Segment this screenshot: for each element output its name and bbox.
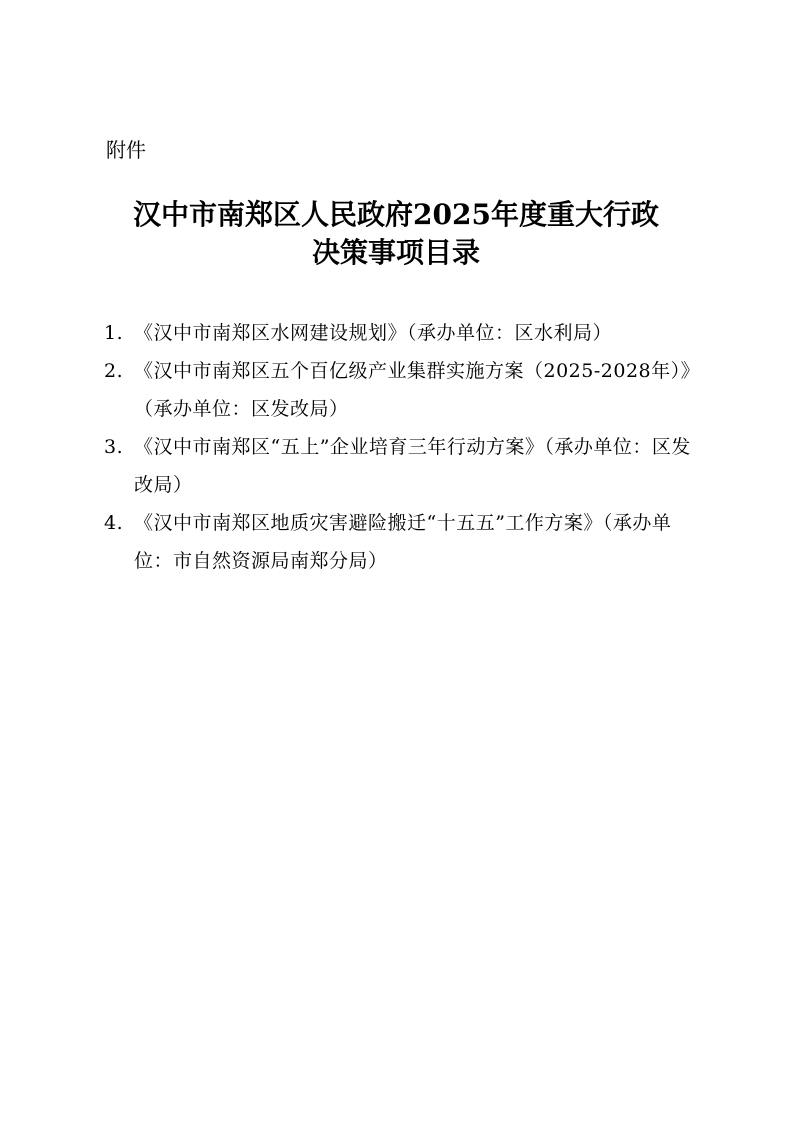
- item-text: 《汉中市南郑区“五上”企业培育三年行动方案》（承办单位：区发改局）: [134, 436, 691, 496]
- item-number: 4.: [104, 512, 124, 534]
- item-text: 《汉中市南郑区五个百亿级产业集群实施方案（2025-2028年）》（承办单位：区发改局）: [134, 360, 701, 420]
- title-line-2: 决策事项目录: [311, 236, 480, 269]
- document-title: [0, 196, 792, 272]
- item-number: 2.: [104, 360, 124, 382]
- title-line-1: 汉中市南郑区人民政府2025年度重大行政: [133, 198, 659, 231]
- annex-label: 附件: [106, 138, 146, 162]
- item-text: 《汉中市南郑区水网建设规划》（承办单位：区水利局）: [134, 322, 613, 344]
- list-item: [104, 428, 704, 504]
- list-item: [104, 504, 704, 580]
- decision-item-list: [104, 314, 704, 580]
- item-number: 1.: [104, 322, 124, 344]
- list-item: [104, 314, 704, 352]
- list-item: [104, 352, 704, 428]
- item-number: 3.: [104, 436, 124, 458]
- item-text: 《汉中市南郑区地质灾害避险搬迁“十五五”工作方案》（承办单位：市自然资源局南郑分局）: [134, 512, 672, 572]
